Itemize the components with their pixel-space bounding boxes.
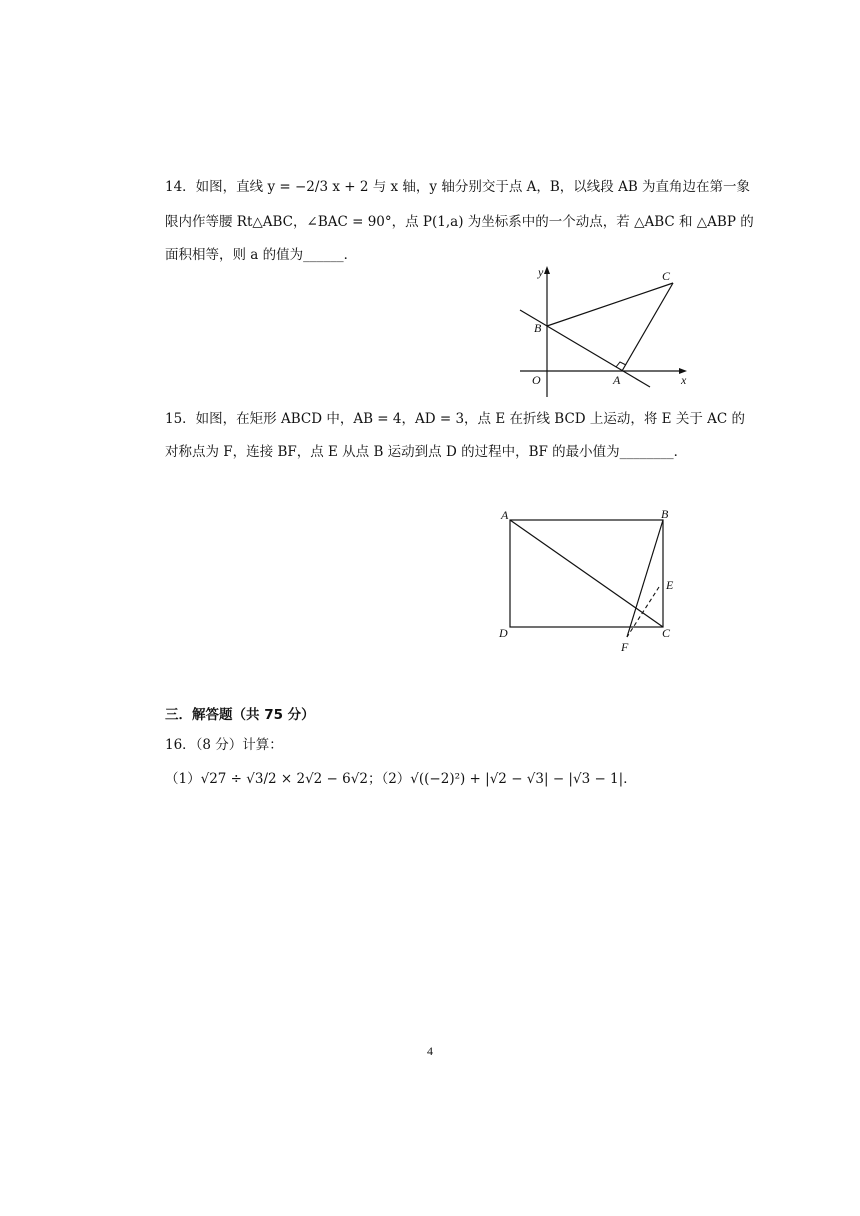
dashed-ef [627,587,659,637]
page-number: 4 [427,1044,433,1058]
section-3-heading: 三．解答题（共 75 分） [165,707,315,723]
label-b: B [661,507,669,521]
label-c: C [662,269,671,283]
y-axis-arrow [544,266,550,274]
q15-figure [495,505,690,655]
q14-text-line-2: 限内作等腰 Rt△ABC，∠BAC = 90°，点 P(1,a) 为坐标系中的一个动点，若 △ABC 和 △ABP 的 [165,214,754,230]
label-y: y [538,265,544,279]
q14-text-line-3: 面积相等，则 a 的值为______． [165,247,358,263]
label-b: B [534,321,542,335]
diagonal-ac [510,520,663,627]
label-a: A [613,373,621,387]
q15-text-line-2: 对称点为 F，连接 BF，点 E 从点 B 运动到点 D 的过程中，BF 的最小值为________． [165,444,688,460]
q14-text-line-1: 14．如图，直线 y = −2/3 x + 2 与 x 轴，y 轴分别交于点 A，B，以线段 AB 为直角边在第一象 [165,179,751,195]
q14-figure [510,262,695,400]
label-e: E [666,578,674,592]
q15-text-line-1: 15．如图，在矩形 ABCD 中，AB = 4，AD = 3，点 E 在折线 BCD 上运动，将 E 关于 AC 的 [165,411,745,427]
q16-text-line-2: （1）√27 ÷ √3/2 × 2√2 − 6√2；（2）√((−2)²) + |√2 − √3| − |√3 − 1|． [165,771,637,787]
segment-bf [627,520,663,637]
label-d: D [499,626,508,640]
label-o: O [532,373,541,387]
label-x: x [681,373,687,387]
segment-ac [622,283,673,371]
label-c: C [662,626,671,640]
label-a: A [501,508,509,522]
segment-bc [547,283,673,326]
label-f: F [621,640,629,654]
q16-text-line-1: 16．（8 分）计算： [165,737,283,753]
